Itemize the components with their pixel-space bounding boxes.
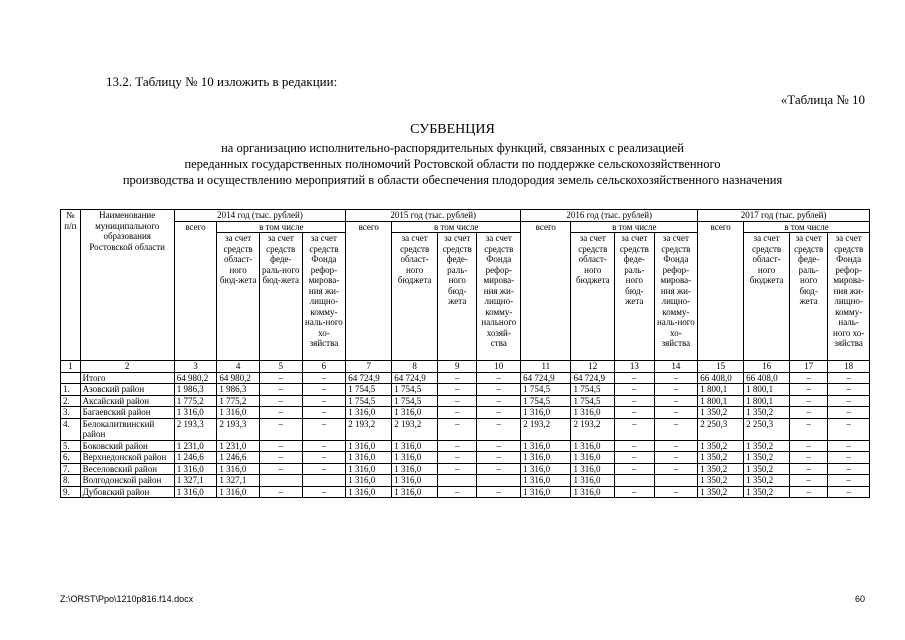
row-value-cell: – xyxy=(615,384,654,396)
row-value-cell: – xyxy=(477,372,521,384)
row-value-cell: 1 316,0 xyxy=(217,463,260,475)
column-number: 12 xyxy=(571,361,615,373)
header-col-no: № п/п xyxy=(61,210,81,361)
header-regional-2017: за счет средств област-ного бюджета xyxy=(744,233,790,361)
row-value-cell: – xyxy=(302,372,346,384)
row-value-cell: – xyxy=(438,440,477,452)
row-value-cell: 1 350,2 xyxy=(744,452,790,464)
row-value-cell: – xyxy=(790,418,828,440)
row-value-cell: – xyxy=(654,395,698,407)
row-value-cell: 2 193,3 xyxy=(174,418,217,440)
table-row xyxy=(61,440,870,452)
row-value-cell: 2 193,2 xyxy=(571,418,615,440)
row-value-cell: – xyxy=(615,452,654,464)
row-value-cell: 1 800,1 xyxy=(698,384,744,396)
row-value-cell: 1 316,0 xyxy=(571,463,615,475)
row-value-cell: – xyxy=(790,407,828,419)
row-value-cell xyxy=(654,475,698,487)
row-value-cell: 1 316,0 xyxy=(346,440,392,452)
table-reference: «Таблица № 10 xyxy=(780,92,865,107)
row-value-cell: 1 350,2 xyxy=(744,475,790,487)
header-federal-2016: за счет средств феде-раль-ного бюд-жета xyxy=(615,233,654,361)
row-value-cell: 1 246,6 xyxy=(174,452,217,464)
row-number: 4. xyxy=(61,418,81,440)
row-value-cell: – xyxy=(438,372,477,384)
row-value-cell: – xyxy=(790,463,828,475)
row-value-cell: – xyxy=(654,486,698,498)
row-value-cell: – xyxy=(477,463,521,475)
header-including-2017: в том числе xyxy=(744,221,870,233)
row-municipality-name: Веселовский район xyxy=(80,463,174,475)
row-value-cell: 1 350,2 xyxy=(698,407,744,419)
table-row xyxy=(61,486,870,498)
intro-text: 13.2. Таблицу № 10 изложить в редакции: xyxy=(106,74,338,89)
row-value-cell: 2 193,2 xyxy=(346,418,392,440)
row-value-cell: – xyxy=(259,440,302,452)
row-value-cell: – xyxy=(828,486,870,498)
row-value-cell: 1 800,1 xyxy=(744,395,790,407)
row-municipality-name: Азовский район xyxy=(80,384,174,396)
row-value-cell: 1 350,2 xyxy=(744,486,790,498)
row-value-cell: 1 316,0 xyxy=(392,407,438,419)
row-value-cell: – xyxy=(259,372,302,384)
row-value-cell: 1 350,2 xyxy=(744,463,790,475)
row-value-cell: 1 316,0 xyxy=(521,440,571,452)
row-value-cell: – xyxy=(615,463,654,475)
row-value-cell: – xyxy=(828,407,870,419)
row-value-cell: – xyxy=(828,384,870,396)
column-number: 4 xyxy=(217,361,260,373)
row-value-cell: – xyxy=(615,440,654,452)
row-value-cell: – xyxy=(477,418,521,440)
row-value-cell: – xyxy=(259,486,302,498)
row-value-cell: 1 986,3 xyxy=(217,384,260,396)
row-value-cell: – xyxy=(654,372,698,384)
column-number: 16 xyxy=(744,361,790,373)
header-including-2016: в том числе xyxy=(571,221,698,233)
row-value-cell: 1 754,5 xyxy=(346,395,392,407)
table-row xyxy=(61,407,870,419)
row-value-cell: 1 316,0 xyxy=(217,407,260,419)
row-value-cell: – xyxy=(615,418,654,440)
row-municipality-name: Верхнедонской район xyxy=(80,452,174,464)
row-value-cell: 1 316,0 xyxy=(174,486,217,498)
row-value-cell: 1 316,0 xyxy=(521,486,571,498)
row-value-cell: 1 316,0 xyxy=(346,475,392,487)
header-fund-2014: за счет средств Фонда рефор-мирова-ния жи-лищно-комму-наль-ного хо-зяйства xyxy=(302,233,346,361)
row-value-cell: 1 316,0 xyxy=(521,452,571,464)
row-value-cell: – xyxy=(828,395,870,407)
header-fund-2015: за счет средств Фонда рефор-мирова-ния жи-лищно-комму-нального хозяй-ства xyxy=(477,233,521,361)
row-value-cell: – xyxy=(259,452,302,464)
row-municipality-name: Дубовский район xyxy=(80,486,174,498)
row-value-cell: 1 316,0 xyxy=(392,486,438,498)
row-value-cell: – xyxy=(654,384,698,396)
heading-line-3: производства и осуществлению мероприятий в области обеспечения плодородия земель сельскохозяйственного назначения xyxy=(122,173,783,187)
row-value-cell: 1 316,0 xyxy=(346,452,392,464)
row-value-cell: 1 350,2 xyxy=(698,452,744,464)
row-value-cell: 1 775,2 xyxy=(174,395,217,407)
column-number: 7 xyxy=(346,361,392,373)
row-value-cell: – xyxy=(615,395,654,407)
row-value-cell: 1 754,5 xyxy=(521,384,571,396)
row-value-cell: – xyxy=(438,463,477,475)
row-value-cell: – xyxy=(654,440,698,452)
row-number: 9. xyxy=(61,486,81,498)
row-number: 2. xyxy=(61,395,81,407)
row-value-cell: 1 231,0 xyxy=(217,440,260,452)
table-row xyxy=(61,475,870,487)
row-value-cell: 1 316,0 xyxy=(346,463,392,475)
row-value-cell: – xyxy=(438,486,477,498)
row-value-cell: 1 327,1 xyxy=(217,475,260,487)
row-value-cell: 1 775,2 xyxy=(217,395,260,407)
table-row xyxy=(61,395,870,407)
column-number: 14 xyxy=(654,361,698,373)
row-value-cell: 1 316,0 xyxy=(521,463,571,475)
row-value-cell: 1 350,2 xyxy=(698,486,744,498)
row-value-cell: – xyxy=(477,395,521,407)
row-value-cell: 1 316,0 xyxy=(571,475,615,487)
row-number: 3. xyxy=(61,407,81,419)
header-federal-2017: за счет средств феде-раль-ного бюд-жета xyxy=(790,233,828,361)
row-value-cell: – xyxy=(438,452,477,464)
row-value-cell: – xyxy=(302,463,346,475)
row-value-cell: – xyxy=(477,486,521,498)
column-numbers-row xyxy=(61,361,870,373)
row-value-cell: 1 754,5 xyxy=(521,395,571,407)
row-value-cell: 1 316,0 xyxy=(217,486,260,498)
row-value-cell: – xyxy=(477,407,521,419)
row-value-cell: – xyxy=(477,384,521,396)
row-value-cell: – xyxy=(259,418,302,440)
row-value-cell: – xyxy=(259,384,302,396)
header-total-2015: всего xyxy=(346,221,392,361)
header-fund-2016: за счет средств Фонда рефор-мирова-ния жи-лищно-комму-наль-ного хо-зяйства xyxy=(654,233,698,361)
header-including-2015: в том числе xyxy=(392,221,521,233)
row-value-cell: 66 408,0 xyxy=(698,372,744,384)
header-regional-2014: за счет средств област-ного бюд-жета xyxy=(217,233,260,361)
row-value-cell: 1 350,2 xyxy=(698,475,744,487)
row-value-cell: 64 724,9 xyxy=(521,372,571,384)
row-value-cell: – xyxy=(302,440,346,452)
row-value-cell: 1 316,0 xyxy=(346,486,392,498)
row-value-cell: – xyxy=(790,452,828,464)
row-value-cell: 1 316,0 xyxy=(571,486,615,498)
footer-page-number: 60 xyxy=(854,594,865,604)
row-value-cell: 2 193,2 xyxy=(392,418,438,440)
row-value-cell: – xyxy=(477,440,521,452)
row-value-cell xyxy=(259,475,302,487)
row-number: 7. xyxy=(61,463,81,475)
footer-file-path: Z:\ORST\Ppo\1210p816.f14.docx xyxy=(60,594,194,604)
header-total-2017: всего xyxy=(698,221,744,361)
column-number: 18 xyxy=(828,361,870,373)
row-value-cell: 64 980,2 xyxy=(217,372,260,384)
row-value-cell: – xyxy=(477,452,521,464)
row-value-cell: – xyxy=(302,395,346,407)
header-year-2017: 2017 год (тыс. рублей) xyxy=(698,210,870,222)
row-value-cell: 1 231,0 xyxy=(174,440,217,452)
row-value-cell: 1 754,5 xyxy=(392,384,438,396)
row-value-cell: – xyxy=(790,395,828,407)
row-value-cell: – xyxy=(302,486,346,498)
row-value-cell: 64 980,2 xyxy=(174,372,217,384)
row-value-cell: 1 327,1 xyxy=(174,475,217,487)
row-value-cell: 1 754,5 xyxy=(571,395,615,407)
subvention-table xyxy=(60,209,870,498)
row-value-cell: – xyxy=(302,384,346,396)
row-value-cell: 1 316,0 xyxy=(392,463,438,475)
column-number: 17 xyxy=(790,361,828,373)
row-number: 1. xyxy=(61,384,81,396)
row-value-cell: 1 754,5 xyxy=(346,384,392,396)
row-value-cell: 1 316,0 xyxy=(346,407,392,419)
row-municipality-name: Багаевский район xyxy=(80,407,174,419)
row-value-cell: – xyxy=(790,486,828,498)
header-including-2014: в том числе xyxy=(217,221,346,233)
heading-line-2: переданных государственных полномочий Ростовской области по поддержке сельскохозяйственного xyxy=(184,157,721,171)
row-number: 5. xyxy=(61,440,81,452)
row-number: 6. xyxy=(61,452,81,464)
row-value-cell: 1 350,2 xyxy=(744,407,790,419)
row-value-cell xyxy=(615,475,654,487)
row-municipality-name: Боковский район xyxy=(80,440,174,452)
row-number: 8. xyxy=(61,475,81,487)
row-municipality-name: Аксайский район xyxy=(80,395,174,407)
row-number xyxy=(61,372,81,384)
column-number: 5 xyxy=(259,361,302,373)
row-value-cell: – xyxy=(438,395,477,407)
row-value-cell xyxy=(477,475,521,487)
row-value-cell: – xyxy=(615,407,654,419)
row-value-cell: 1 986,3 xyxy=(174,384,217,396)
table-row xyxy=(61,384,870,396)
row-municipality-name: Волгодонской район xyxy=(80,475,174,487)
column-number: 11 xyxy=(521,361,571,373)
row-value-cell: 1 316,0 xyxy=(174,407,217,419)
row-municipality-name: Итого xyxy=(80,372,174,384)
column-number: 15 xyxy=(698,361,744,373)
row-value-cell: – xyxy=(302,418,346,440)
table-row xyxy=(61,372,870,384)
row-value-cell: – xyxy=(828,475,870,487)
row-value-cell: – xyxy=(790,475,828,487)
table-row xyxy=(61,418,870,440)
header-federal-2015: за счет средств феде-раль-ного бюд-жета xyxy=(438,233,477,361)
row-value-cell: – xyxy=(828,418,870,440)
row-value-cell: 2 193,3 xyxy=(217,418,260,440)
row-value-cell: 64 724,9 xyxy=(346,372,392,384)
row-value-cell: 1 316,0 xyxy=(521,475,571,487)
column-number: 13 xyxy=(615,361,654,373)
row-value-cell: 1 350,2 xyxy=(744,440,790,452)
document-title: СУБВЕНЦИЯ xyxy=(410,122,495,137)
column-number: 10 xyxy=(477,361,521,373)
row-value-cell xyxy=(302,475,346,487)
row-value-cell: – xyxy=(438,418,477,440)
column-number: 2 xyxy=(80,361,174,373)
header-row-1 xyxy=(61,210,870,222)
row-value-cell: – xyxy=(828,440,870,452)
row-value-cell: – xyxy=(259,395,302,407)
row-value-cell: – xyxy=(654,452,698,464)
row-value-cell: 1 316,0 xyxy=(174,463,217,475)
row-value-cell: – xyxy=(654,418,698,440)
row-value-cell: 1 800,1 xyxy=(698,395,744,407)
header-total-2016: всего xyxy=(521,221,571,361)
row-value-cell: 64 724,9 xyxy=(392,372,438,384)
row-value-cell: – xyxy=(302,407,346,419)
header-regional-2015: за счет средств област-ного бюджета xyxy=(392,233,438,361)
row-value-cell: 1 754,5 xyxy=(571,384,615,396)
row-value-cell: 1 316,0 xyxy=(392,452,438,464)
header-year-2016: 2016 год (тыс. рублей) xyxy=(521,210,698,222)
row-value-cell: 1 316,0 xyxy=(521,407,571,419)
row-value-cell: – xyxy=(259,407,302,419)
row-value-cell xyxy=(438,475,477,487)
row-value-cell: 1 316,0 xyxy=(392,475,438,487)
row-value-cell: – xyxy=(790,372,828,384)
header-year-2015: 2015 год (тыс. рублей) xyxy=(346,210,521,222)
row-value-cell: – xyxy=(615,486,654,498)
row-value-cell: – xyxy=(615,372,654,384)
row-value-cell: – xyxy=(790,440,828,452)
column-number: 1 xyxy=(61,361,81,373)
heading-line-1: на организацию исполнительно-распорядительных функций, связанных с реализацией xyxy=(221,141,684,155)
table-row xyxy=(61,463,870,475)
row-value-cell: 2 250,3 xyxy=(744,418,790,440)
row-value-cell: – xyxy=(828,452,870,464)
row-value-cell: 1 350,2 xyxy=(698,463,744,475)
row-value-cell: – xyxy=(654,407,698,419)
row-value-cell: – xyxy=(654,463,698,475)
header-fund-2017: за счет средств Фонда рефор-мирова-ния жи-лищно-комму-наль-ного хо-зяйства xyxy=(828,233,870,361)
row-value-cell: 64 724,9 xyxy=(571,372,615,384)
row-value-cell: 1 316,0 xyxy=(392,440,438,452)
row-value-cell: 66 408,0 xyxy=(744,372,790,384)
row-value-cell: – xyxy=(828,463,870,475)
row-value-cell: 1 316,0 xyxy=(571,407,615,419)
row-value-cell: 1 350,2 xyxy=(698,440,744,452)
header-regional-2016: за счет средств област-ного бюджета xyxy=(571,233,615,361)
header-row-2 xyxy=(61,221,870,233)
column-number: 3 xyxy=(174,361,217,373)
row-value-cell: 1 246,6 xyxy=(217,452,260,464)
row-value-cell: – xyxy=(790,384,828,396)
row-value-cell: – xyxy=(259,463,302,475)
row-value-cell: – xyxy=(438,384,477,396)
row-value-cell: 1 754,5 xyxy=(392,395,438,407)
table-row xyxy=(61,452,870,464)
row-value-cell: 1 800,1 xyxy=(744,384,790,396)
row-value-cell: – xyxy=(828,372,870,384)
row-value-cell: – xyxy=(438,407,477,419)
row-value-cell: – xyxy=(302,452,346,464)
row-value-cell: 1 316,0 xyxy=(571,452,615,464)
row-value-cell: 1 316,0 xyxy=(571,440,615,452)
row-municipality-name: Белокалитвинский район xyxy=(80,418,174,440)
header-col-name: Наименование муниципального образования Ростовской области xyxy=(80,210,174,361)
row-value-cell: 2 193,2 xyxy=(521,418,571,440)
header-federal-2014: за счет средств феде-раль-ного бюд-жета xyxy=(259,233,302,361)
row-value-cell: 2 250,3 xyxy=(698,418,744,440)
header-year-2014: 2014 год (тыс. рублей) xyxy=(174,210,346,222)
column-number: 9 xyxy=(438,361,477,373)
column-number: 6 xyxy=(302,361,346,373)
column-number: 8 xyxy=(392,361,438,373)
header-total-2014: всего xyxy=(174,221,217,361)
